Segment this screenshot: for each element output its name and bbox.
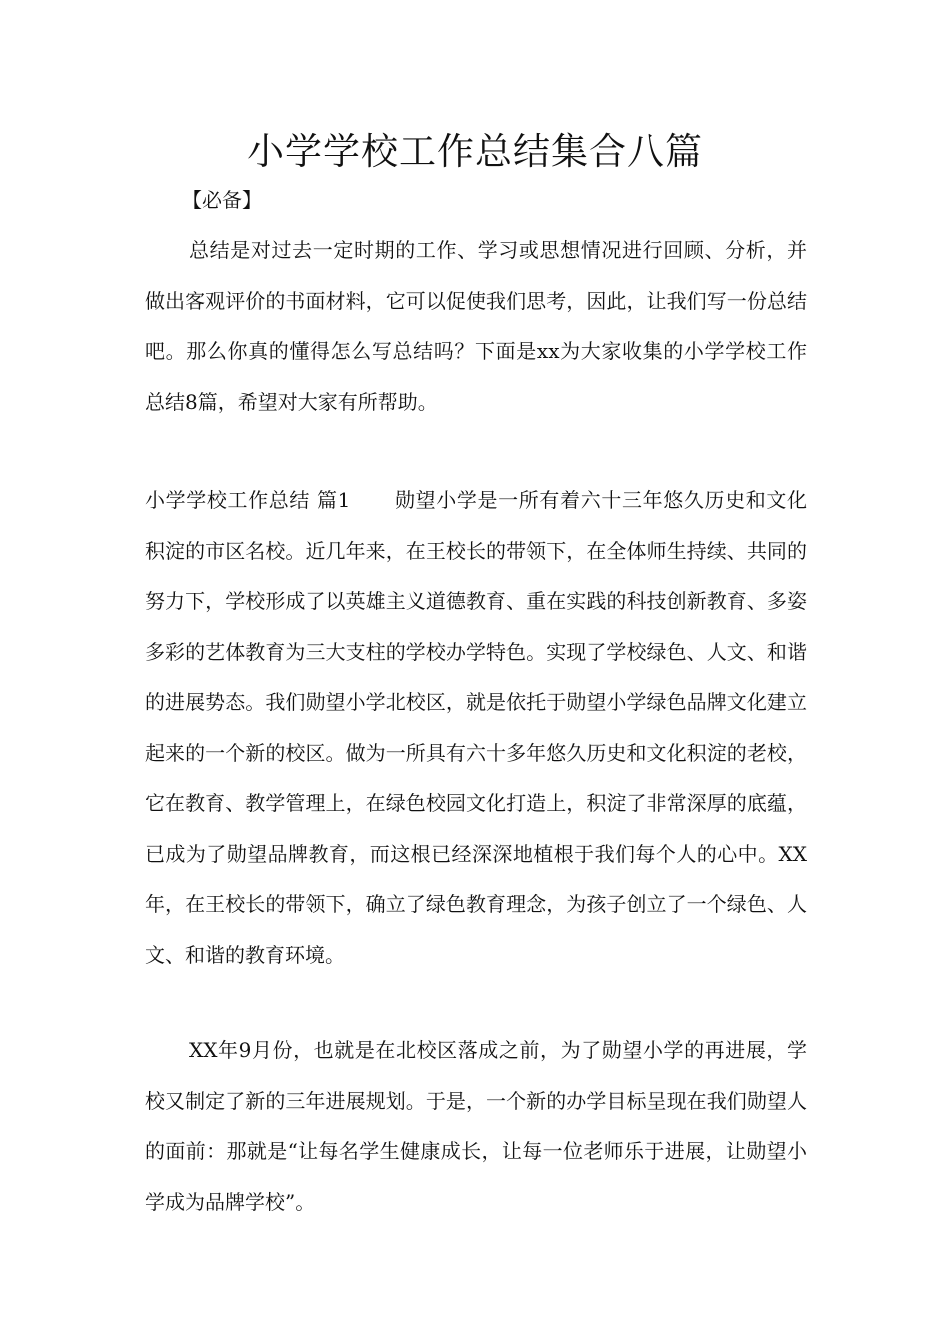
section1-paragraph2: XX年9月份，也就是在北校区落成之前，为了勋望小学的再进展，学校又制定了新的三年进展规划。于是，一个新的办学目标呈现在我们勋望人的面前：那就是“让每名学生健康成长，让每一位老师乐于进展，让勋望小学成为品牌学校”。 <box>145 1038 807 1214</box>
document-title: 小学学校工作总结集合八篇 <box>247 130 703 173</box>
section1-heading: 小学学校工作总结 篇1 <box>145 488 351 512</box>
intro-paragraph: 总结是对过去一定时期的工作、学习或思想情况进行回顾、分析，并做出客观评价的书面材料，它可以促使我们思考，因此，让我们写一份总结吧。那么你真的懂得怎么写总结吗？下面是xx为大家收集的小学学校工作总结8篇，希望对大家有所帮助。 <box>145 238 807 414</box>
document-tag: 【必备】 <box>182 188 262 212</box>
section1-paragraph1-text: 勋望小学是一所有着六十三年悠久历史和文化积淀的市区名校。近几年来，在王校长的带领下，在全体师生持续、共同的努力下，学校形成了以英雄主义道德教育、重在实践的科技创新教育、多姿多彩的艺体教育为三大支柱的学校办学特色。实现了学校绿色、人文、和谐的进展势态。我们勋望小学北校区，就是依托于勋望小学绿色品牌文化建立起来的一个新的校区。做为一所具有六十多年悠久历史和文化积淀的老校，它在教育、教学管理上，在绿色校园文化打造上，积淀了非常深厚的底蕴，已成为了勋望品牌教育，而这根已经深深地植根于我们每个人的心中。XX年，在王校长的带领下，确立了绿色教育理念，为孩子创立了一个绿色、人文、和谐的教育环境。 <box>145 488 807 967</box>
section1-paragraph <box>145 475 807 980</box>
